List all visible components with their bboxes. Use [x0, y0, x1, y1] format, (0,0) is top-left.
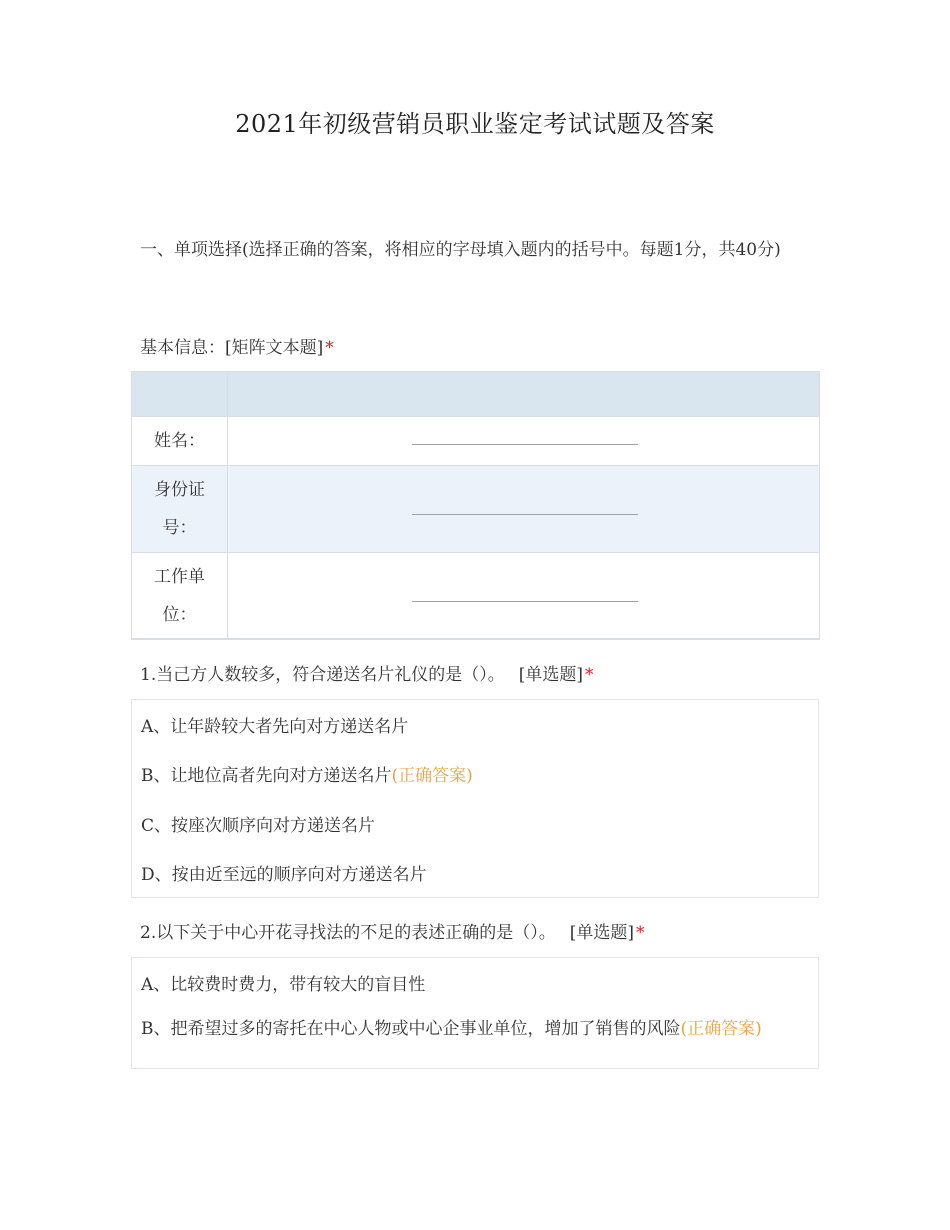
question-1	[140, 660, 593, 685]
row-label-id: 身份证号：	[132, 466, 228, 552]
option-text: B、把希望过多的寄托在中心人物或中心企事业单位，增加了销售的风险	[141, 1019, 681, 1039]
basic-info-label	[140, 333, 334, 358]
option-a[interactable]	[141, 714, 801, 740]
question-1-type: [单选题]	[518, 665, 583, 685]
question-2-type: [单选题]	[569, 923, 634, 943]
option-b[interactable]	[141, 1016, 801, 1042]
row-label-workplace: 工作单位：	[132, 553, 228, 638]
correct-answer-note: (正确答案)	[680, 1019, 762, 1039]
page-title: 2021年初级营销员职业鉴定考试试题及答案	[235, 110, 715, 138]
option-text: C、按座次顺序向对方递送名片	[141, 816, 376, 836]
basic-info-matrix	[131, 371, 820, 640]
matrix-row-name	[132, 416, 819, 466]
option-b[interactable]	[141, 763, 801, 789]
question-2-stem: 2.以下关于中心开花寻找法的不足的表述正确的是（）。	[140, 923, 556, 943]
option-a[interactable]	[141, 972, 801, 998]
option-c[interactable]	[141, 813, 801, 839]
id-number-input[interactable]	[412, 514, 638, 515]
option-d[interactable]	[141, 862, 801, 888]
matrix-header	[132, 372, 819, 417]
question-2-options	[131, 957, 819, 1069]
question-2	[140, 918, 644, 943]
required-mark: *	[584, 665, 594, 685]
workplace-input[interactable]	[412, 601, 638, 602]
matrix-header-divider	[227, 372, 228, 416]
option-text: A、比较费时费力，带有较大的盲目性	[141, 975, 426, 995]
required-mark: *	[325, 338, 334, 358]
correct-answer-note: (正确答案)	[391, 766, 473, 786]
option-text: B、让地位高者先向对方递送名片	[141, 766, 392, 786]
row-label-name: 姓名：	[132, 416, 228, 465]
option-text: D、按由近至远的顺序向对方递送名片	[141, 865, 427, 885]
question-1-stem: 1.当己方人数较多，符合递送名片礼仪的是（）。	[140, 665, 505, 685]
required-mark: *	[635, 923, 645, 943]
name-input[interactable]	[412, 444, 638, 445]
basic-info-text: 基本信息：[矩阵文本题]	[140, 338, 324, 358]
matrix-row-id	[132, 466, 819, 553]
question-1-options	[131, 699, 819, 898]
matrix-row-workplace	[132, 553, 819, 639]
section-heading: 一、单项选择(选择正确的答案，将相应的字母填入题内的括号中。每题1分，共40分)	[140, 240, 781, 260]
option-text: A、让年龄较大者先向对方递送名片	[141, 717, 409, 737]
